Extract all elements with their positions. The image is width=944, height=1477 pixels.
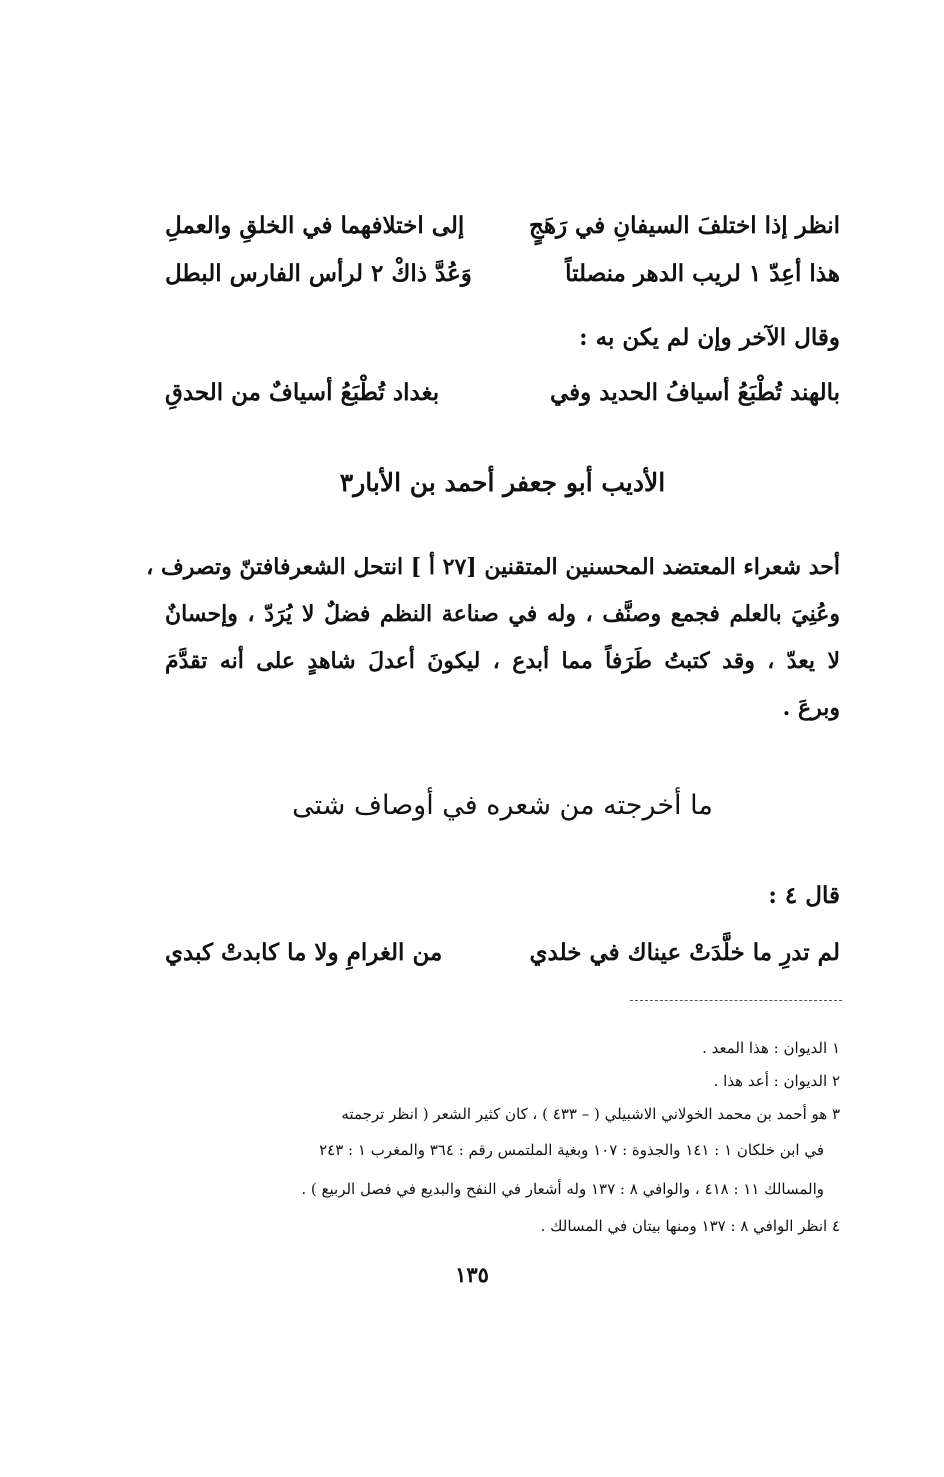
footnote-2: ٢ الديوان : أعد هذا . — [713, 1072, 840, 1090]
page-number: ١٣٥ — [455, 1262, 489, 1287]
footnote-3-line-2: في ابن خلكان ١ : ١٤١ والجذوة : ١٠٧ وبغية الملتمس رقم : ٣٦٤ والمغرب ١ : ٢٤٣ — [319, 1141, 824, 1159]
verse-line-hind — [165, 372, 840, 412]
footnote-3-line-3: والمسالك ١١ : ٤١٨ ، والوافي ٨ : ١٣٧ وله أشعار في النفح والبديع في فصل الربيع ) . — [301, 1180, 824, 1198]
footnote-1: ١ الديوان : هذا المعد . — [702, 1039, 840, 1057]
verse-line-2 — [165, 253, 840, 293]
paragraph-line-1: أحد شعراء المعتضد المحسنين المتقنين [٢٧ أ ] انتحل الشعرفافتنّ وتصرف ، — [146, 554, 840, 580]
verse-1-second-hemistich: إلى اختلافهما في الخلقِ والعملِ — [165, 211, 465, 239]
verse-hind-first-hemistich: بالهند تُطْبَعُ أسيافُ الحديد وفي — [549, 378, 840, 406]
footnote-3-line-1: ٣ هو أحمد بن محمد الخولاني الاشبيلي ( – ٤٣٣ ) ، كان كثير الشعر ( انظر ترجمته — [341, 1105, 840, 1123]
verse-last-second-hemistich: من الغرامِ ولا ما كابدتْ كبدي — [165, 938, 443, 966]
paragraph-line-3: لا يعدّ ، وقد كتبتُ طَرَفاً مما أبدع ، ليكونَ أعدلَ شاهدٍ على أنه تقدَّمَ — [165, 648, 840, 674]
qala-line: قال ٤ : — [768, 882, 840, 909]
verse-1-first-hemistich: انظر إذا اختلفَ السيفانِ في رَهَجٍ — [528, 211, 840, 239]
verse-2-second-hemistich: وَعُدَّ ذاكْ ٢ لرأس الفارس البطل — [165, 259, 472, 287]
subsection-title: ما أخرجته من شعره في أوصاف شتى — [292, 790, 713, 821]
verse-2-first-hemistich: هذا أعِدّ ١ لريب الدهر منصلتاً — [565, 259, 840, 287]
verse-hind-second-hemistich: بغداد تُطْبَعُ أسيافٌ من الحدقِ — [165, 378, 440, 406]
intro-line: وقال الآخر وإن لم يكن به : — [579, 324, 840, 351]
section-title: الأديب أبو جعفر أحمد بن الأبار٣ — [339, 468, 666, 497]
biography-paragraph — [146, 544, 840, 732]
paragraph-line-4: وبرعَ . — [782, 695, 840, 721]
verse-last-first-hemistich: لم تدرِ ما خلَّدَتْ عيناك في خلدي — [529, 938, 840, 966]
verse-line-1 — [165, 205, 840, 245]
paragraph-line-2: وعُنِيَ بالعلم فجمع وصنَّف ، وله في صناعة النظم فضلٌ لا يُرَدّ ، وإحسانٌ — [165, 601, 840, 627]
footnote-4: ٤ انظر الوافي ٨ : ١٣٧ ومنها بيتان في المسالك . — [540, 1217, 840, 1235]
verse-line-last — [165, 932, 840, 972]
footnote-separator — [630, 1000, 842, 1001]
